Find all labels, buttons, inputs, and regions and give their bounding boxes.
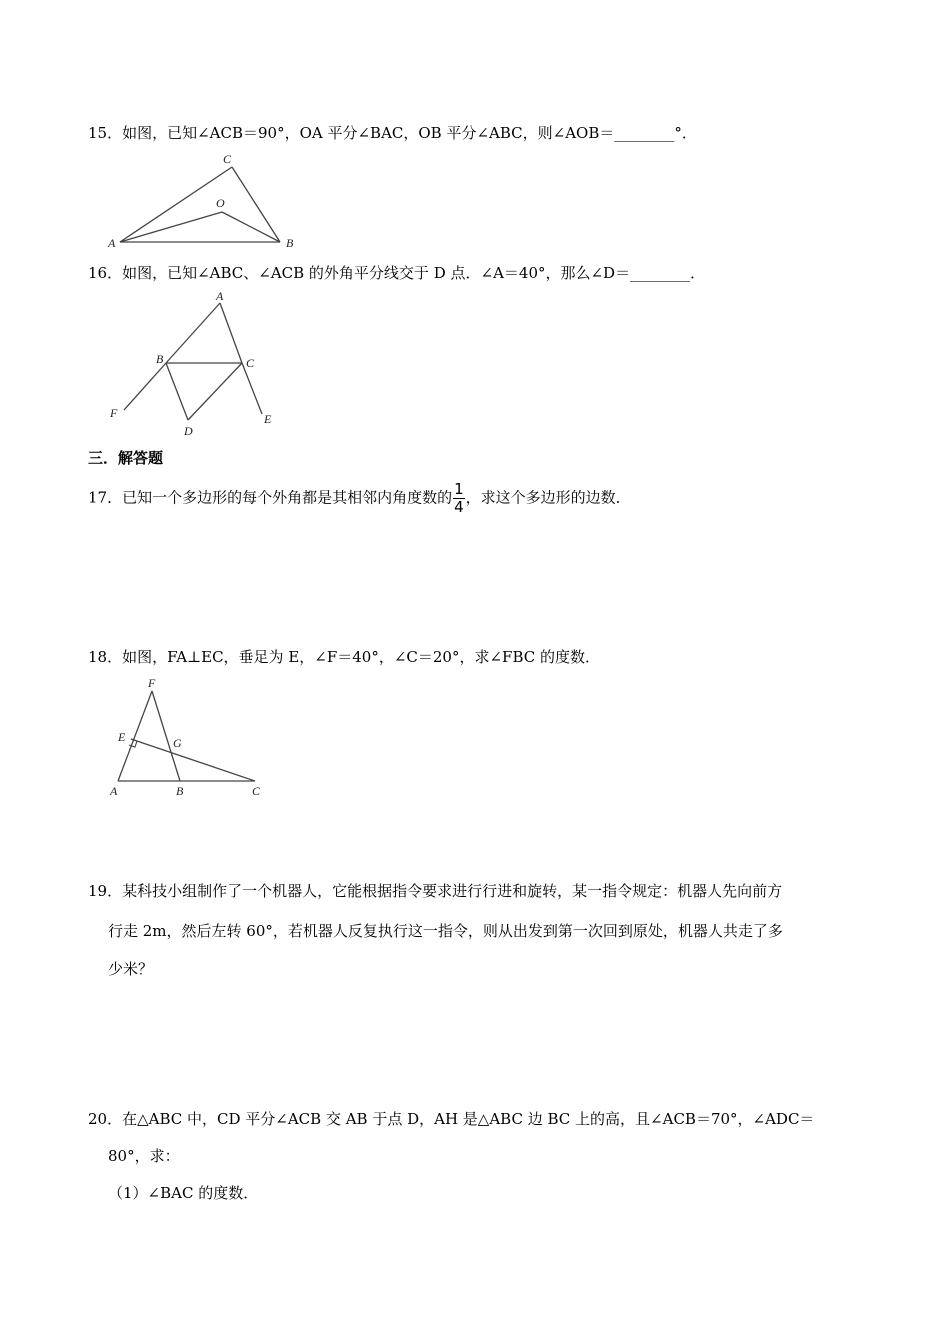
label-c: C	[252, 784, 261, 798]
label-f: F	[110, 406, 118, 420]
segment-bd	[166, 363, 188, 420]
label-c: C	[246, 356, 255, 370]
question-19-line-1: 19．某科技小组制作了一个机器人，它能根据指令要求进行行进和旋转，某一指令规定：机器人先向前方	[88, 882, 783, 900]
question-18-text: 18．如图，FA⊥EC，垂足为 E，∠F＝40°，∠C＝20°，求∠FBC 的度数．	[88, 648, 600, 666]
label-a: A	[108, 236, 116, 250]
section-heading: 三．解答题	[88, 449, 164, 467]
question-17-text-after: ，求这个多边形的边数．	[465, 488, 631, 507]
label-a: A	[216, 289, 224, 303]
label-o: O	[216, 196, 225, 210]
question-17-text-before: 17．已知一个多边形的每个外角都是其相邻内角度数的	[88, 488, 453, 507]
label-e: E	[264, 412, 272, 426]
segment-ec	[131, 739, 255, 781]
label-b: B	[286, 236, 294, 250]
question-20-sub-1: （1）∠BAC 的度数．	[108, 1184, 259, 1202]
question-19-line-3: 少米？	[108, 960, 154, 978]
fraction-numerator: 1	[454, 480, 464, 498]
question-19-line-2: 行走 2m，然后左转 60°，若机器人反复执行这一指令，则从出发到第一次回到原处，机器人共走了多	[108, 922, 783, 940]
question-16-text: 16．如图，已知∠ABC、∠ACB 的外角平分线交于 D 点．∠A＝40°，那么∠D＝________．	[88, 264, 706, 282]
label-g: G	[173, 736, 182, 750]
question-20-line-2: 80°，求：	[108, 1147, 180, 1165]
segment-ce	[242, 363, 262, 414]
segment-ab	[166, 303, 220, 363]
segment-cd	[188, 363, 242, 420]
segment-bf	[124, 363, 166, 410]
question-20-line-1: 20．在△ABC 中，CD 平分∠ACB 交 AB 于点 D，AH 是△ABC 边 BC 上的高，且∠ACB＝70°，∠ADC＝	[88, 1110, 815, 1128]
label-a: A	[110, 784, 118, 798]
label-c: C	[223, 152, 232, 166]
question-15-text: 15．如图，已知∠ACB＝90°，OA 平分∠BAC，OB 平分∠ABC，则∠AOB＝________°．	[88, 124, 697, 142]
label-b: B	[176, 784, 184, 798]
segment-ob	[222, 212, 280, 242]
label-b: B	[156, 352, 164, 366]
fraction-denominator: 4	[454, 498, 464, 516]
label-d: D	[184, 424, 193, 438]
label-e: E	[118, 730, 126, 744]
figure-15-triangle	[100, 150, 310, 250]
fraction-one-quarter	[453, 482, 465, 515]
segment-cb	[232, 167, 280, 242]
segment-ac	[220, 303, 242, 363]
label-f: F	[148, 676, 156, 690]
figure-16-triangle	[100, 290, 290, 440]
question-17	[88, 482, 631, 515]
figure-18-triangle	[100, 675, 280, 805]
segment-ao	[120, 212, 222, 242]
